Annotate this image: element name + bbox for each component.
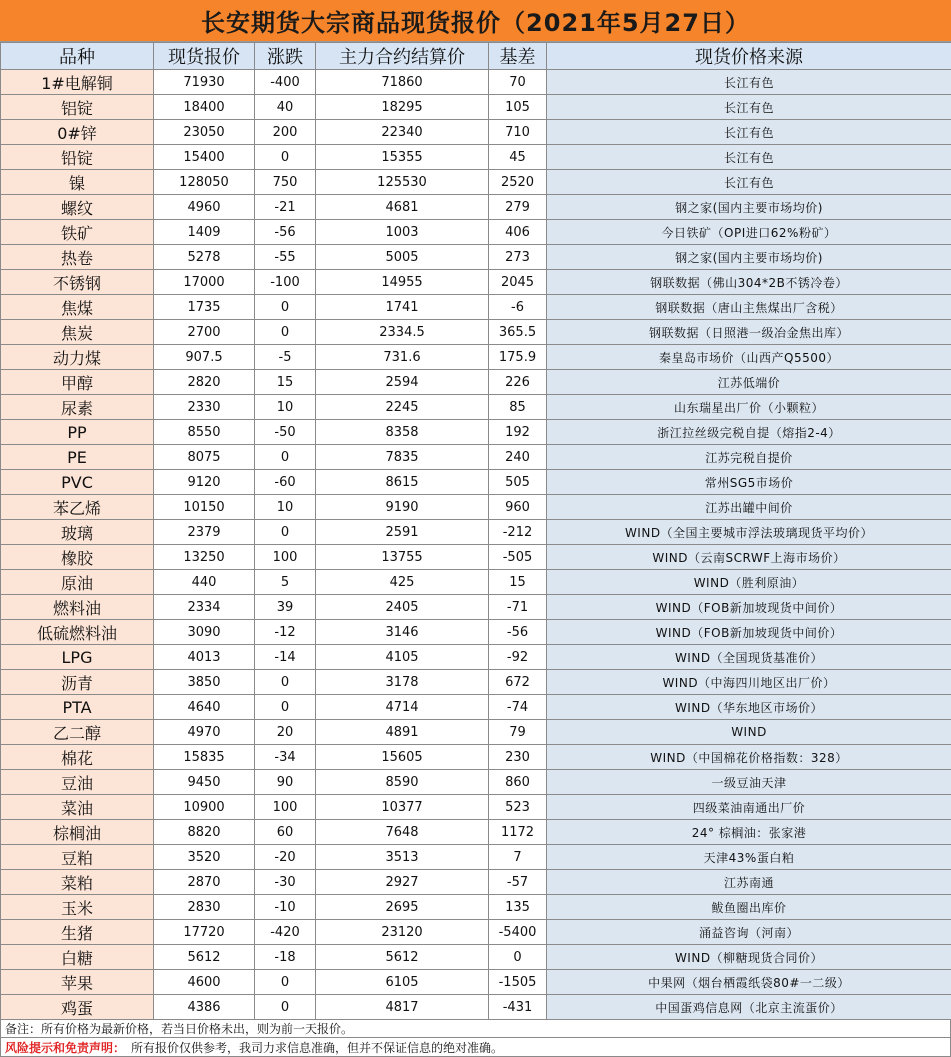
- cell-spot-price: 2820: [154, 370, 255, 395]
- cell-settle-price: 4681: [316, 195, 489, 220]
- footer-disclaimer: [0, 1038, 951, 1057]
- table-body: [1, 70, 951, 1020]
- cell-source: 浙江拉丝级完税自提（熔指2-4）: [547, 420, 951, 445]
- cell-spot-price: 2870: [154, 870, 255, 895]
- cell-change: 0: [255, 320, 316, 345]
- cell-basis: 7: [489, 845, 547, 870]
- table-row: [1, 970, 951, 995]
- cell-change: -18: [255, 945, 316, 970]
- cell-basis: 192: [489, 420, 547, 445]
- cell-spot-price: 8550: [154, 420, 255, 445]
- cell-basis: 860: [489, 770, 547, 795]
- cell-basis: -74: [489, 695, 547, 720]
- table-row: [1, 245, 951, 270]
- cell-spot-price: 9120: [154, 470, 255, 495]
- cell-settle-price: 13755: [316, 545, 489, 570]
- cell-change: -55: [255, 245, 316, 270]
- cell-spot-price: 440: [154, 570, 255, 595]
- cell-change: -50: [255, 420, 316, 445]
- cell-settle-price: 5005: [316, 245, 489, 270]
- table-row: [1, 720, 951, 745]
- cell-basis: -92: [489, 645, 547, 670]
- cell-source: 钢联数据（日照港一级冶金焦出库）: [547, 320, 951, 345]
- cell-source: 钢联数据（佛山304*2B不锈冷卷）: [547, 270, 951, 295]
- cell-change: -34: [255, 745, 316, 770]
- cell-source: WIND（华东地区市场价）: [547, 695, 951, 720]
- table-row: [1, 670, 951, 695]
- cell-variety: 动力煤: [1, 345, 154, 370]
- cell-source: 长江有色: [547, 120, 951, 145]
- cell-basis: 240: [489, 445, 547, 470]
- cell-variety: 1#电解铜: [1, 70, 154, 95]
- cell-spot-price: 5278: [154, 245, 255, 270]
- cell-spot-price: 9450: [154, 770, 255, 795]
- cell-settle-price: 18295: [316, 95, 489, 120]
- cell-source: 涌益咨询（河南）: [547, 920, 951, 945]
- cell-change: -30: [255, 870, 316, 895]
- cell-settle-price: 4817: [316, 995, 489, 1020]
- cell-change: 0: [255, 995, 316, 1020]
- cell-source: 钢联数据（唐山主焦煤出厂含税）: [547, 295, 951, 320]
- cell-change: 15: [255, 370, 316, 395]
- cell-source: 24° 棕榈油：张家港: [547, 820, 951, 845]
- cell-basis: -71: [489, 595, 547, 620]
- cell-basis: 279: [489, 195, 547, 220]
- cell-variety: PP: [1, 420, 154, 445]
- table-row: [1, 795, 951, 820]
- cell-settle-price: 5612: [316, 945, 489, 970]
- table-row: [1, 270, 951, 295]
- disclaimer-text: 所有报价仅供参考，我司力求信息准确，但并不保证信息的绝对准确。: [131, 1040, 504, 1055]
- table-row: [1, 920, 951, 945]
- cell-variety: 生猪: [1, 920, 154, 945]
- cell-variety: 燃料油: [1, 595, 154, 620]
- cell-source: WIND（云南SCRWF上海市场价）: [547, 545, 951, 570]
- cell-source: 今日铁矿（OPI进口62%粉矿）: [547, 220, 951, 245]
- cell-change: -60: [255, 470, 316, 495]
- cell-basis: 523: [489, 795, 547, 820]
- cell-settle-price: 23120: [316, 920, 489, 945]
- cell-settle-price: 7648: [316, 820, 489, 845]
- cell-basis: 710: [489, 120, 547, 145]
- cell-basis: 135: [489, 895, 547, 920]
- cell-settle-price: 2695: [316, 895, 489, 920]
- cell-basis: 2520: [489, 170, 547, 195]
- table-row: [1, 820, 951, 845]
- table-row: [1, 295, 951, 320]
- cell-basis: 273: [489, 245, 547, 270]
- cell-settle-price: 1003: [316, 220, 489, 245]
- cell-source: 鲅鱼圈出库价: [547, 895, 951, 920]
- table-row: [1, 345, 951, 370]
- cell-spot-price: 4970: [154, 720, 255, 745]
- cell-change: -12: [255, 620, 316, 645]
- table-row: [1, 845, 951, 870]
- cell-source: 一级豆油天津: [547, 770, 951, 795]
- table-row: [1, 120, 951, 145]
- cell-variety: 鸡蛋: [1, 995, 154, 1020]
- cell-variety: PTA: [1, 695, 154, 720]
- cell-settle-price: 9190: [316, 495, 489, 520]
- cell-change: -5: [255, 345, 316, 370]
- cell-source: 天津43%蛋白粕: [547, 845, 951, 870]
- table-row: [1, 470, 951, 495]
- cell-source: 长江有色: [547, 145, 951, 170]
- cell-variety: 铁矿: [1, 220, 154, 245]
- cell-settle-price: 3146: [316, 620, 489, 645]
- header-variety: 品种: [1, 43, 154, 70]
- cell-variety: 玻璃: [1, 520, 154, 545]
- cell-settle-price: 10377: [316, 795, 489, 820]
- cell-variety: 沥青: [1, 670, 154, 695]
- cell-change: -10: [255, 895, 316, 920]
- cell-change: -56: [255, 220, 316, 245]
- cell-spot-price: 3090: [154, 620, 255, 645]
- cell-change: 100: [255, 545, 316, 570]
- cell-basis: 0: [489, 945, 547, 970]
- header-basis: 基差: [489, 43, 547, 70]
- cell-settle-price: 8358: [316, 420, 489, 445]
- cell-variety: 苯乙烯: [1, 495, 154, 520]
- table-row: [1, 420, 951, 445]
- cell-source: 长江有色: [547, 95, 951, 120]
- cell-basis: 45: [489, 145, 547, 170]
- cell-settle-price: 2927: [316, 870, 489, 895]
- cell-settle-price: 2591: [316, 520, 489, 545]
- cell-settle-price: 4105: [316, 645, 489, 670]
- cell-source: WIND（中国棉花价格指数：328）: [547, 745, 951, 770]
- cell-source: WIND: [547, 720, 951, 745]
- cell-settle-price: 2405: [316, 595, 489, 620]
- cell-change: -20: [255, 845, 316, 870]
- cell-change: 750: [255, 170, 316, 195]
- cell-basis: -57: [489, 870, 547, 895]
- table-row: [1, 445, 951, 470]
- cell-basis: -6: [489, 295, 547, 320]
- cell-variety: 菜油: [1, 795, 154, 820]
- cell-basis: 85: [489, 395, 547, 420]
- cell-variety: 低硫燃料油: [1, 620, 154, 645]
- table-row: [1, 645, 951, 670]
- cell-settle-price: 4714: [316, 695, 489, 720]
- cell-settle-price: 3513: [316, 845, 489, 870]
- cell-spot-price: 1735: [154, 295, 255, 320]
- cell-basis: 105: [489, 95, 547, 120]
- table-row: [1, 520, 951, 545]
- cell-change: 200: [255, 120, 316, 145]
- cell-source: WIND（FOB新加坡现货中间价）: [547, 620, 951, 645]
- cell-change: 0: [255, 695, 316, 720]
- cell-spot-price: 4960: [154, 195, 255, 220]
- cell-settle-price: 2334.5: [316, 320, 489, 345]
- cell-basis: 79: [489, 720, 547, 745]
- cell-spot-price: 1409: [154, 220, 255, 245]
- cell-settle-price: 4891: [316, 720, 489, 745]
- cell-source: 常州SG5市场价: [547, 470, 951, 495]
- cell-change: 0: [255, 670, 316, 695]
- table-row: [1, 745, 951, 770]
- disclaimer-label: 风险提示和免责声明：: [5, 1040, 126, 1055]
- cell-spot-price: 3520: [154, 845, 255, 870]
- cell-variety: 豆粕: [1, 845, 154, 870]
- cell-source: WIND（FOB新加坡现货中间价）: [547, 595, 951, 620]
- table-row: [1, 170, 951, 195]
- cell-spot-price: 71930: [154, 70, 255, 95]
- cell-variety: 橡胶: [1, 545, 154, 570]
- cell-basis: -431: [489, 995, 547, 1020]
- cell-settle-price: 71860: [316, 70, 489, 95]
- table-row: [1, 595, 951, 620]
- cell-basis: 672: [489, 670, 547, 695]
- cell-basis: 230: [489, 745, 547, 770]
- header-change: 涨跌: [255, 43, 316, 70]
- cell-settle-price: 22340: [316, 120, 489, 145]
- cell-change: 100: [255, 795, 316, 820]
- table-row: [1, 870, 951, 895]
- cell-settle-price: 8615: [316, 470, 489, 495]
- cell-spot-price: 4600: [154, 970, 255, 995]
- cell-spot-price: 23050: [154, 120, 255, 145]
- cell-source: WIND（全国主要城市浮法玻璃现货平均价）: [547, 520, 951, 545]
- cell-source: WIND（胜利原油）: [547, 570, 951, 595]
- cell-source: 江苏出罐中间价: [547, 495, 951, 520]
- cell-settle-price: 1741: [316, 295, 489, 320]
- table-header-row: [1, 43, 951, 70]
- cell-change: -21: [255, 195, 316, 220]
- cell-change: 20: [255, 720, 316, 745]
- cell-basis: 1172: [489, 820, 547, 845]
- cell-basis: 15: [489, 570, 547, 595]
- cell-variety: LPG: [1, 645, 154, 670]
- cell-source: WIND（中海四川地区出厂价）: [547, 670, 951, 695]
- cell-spot-price: 3850: [154, 670, 255, 695]
- cell-source: WIND（全国现货基准价）: [547, 645, 951, 670]
- table-row: [1, 995, 951, 1020]
- cell-source: 长江有色: [547, 170, 951, 195]
- cell-source: 四级菜油南通出厂价: [547, 795, 951, 820]
- cell-settle-price: 15605: [316, 745, 489, 770]
- cell-variety: 原油: [1, 570, 154, 595]
- cell-spot-price: 18400: [154, 95, 255, 120]
- cell-source: 钢之家(国内主要市场均价): [547, 195, 951, 220]
- cell-change: 0: [255, 445, 316, 470]
- table-row: [1, 695, 951, 720]
- cell-basis: 2045: [489, 270, 547, 295]
- cell-basis: 406: [489, 220, 547, 245]
- cell-spot-price: 4013: [154, 645, 255, 670]
- cell-variety: 菜粕: [1, 870, 154, 895]
- cell-change: -14: [255, 645, 316, 670]
- cell-variety: 焦炭: [1, 320, 154, 345]
- cell-spot-price: 5612: [154, 945, 255, 970]
- cell-settle-price: 15355: [316, 145, 489, 170]
- cell-basis: 365.5: [489, 320, 547, 345]
- cell-spot-price: 128050: [154, 170, 255, 195]
- cell-source: 江苏低端价: [547, 370, 951, 395]
- cell-source: 江苏南通: [547, 870, 951, 895]
- cell-settle-price: 14955: [316, 270, 489, 295]
- price-table: [0, 42, 951, 1020]
- table-row: [1, 545, 951, 570]
- cell-source: 秦皇岛市场价（山西产Q5500）: [547, 345, 951, 370]
- cell-basis: -1505: [489, 970, 547, 995]
- cell-spot-price: 15835: [154, 745, 255, 770]
- header-spot-price: 现货报价: [154, 43, 255, 70]
- cell-basis: 505: [489, 470, 547, 495]
- cell-change: -420: [255, 920, 316, 945]
- cell-source: 江苏完税自提价: [547, 445, 951, 470]
- table-row: [1, 945, 951, 970]
- cell-source: 长江有色: [547, 70, 951, 95]
- table-row: [1, 95, 951, 120]
- cell-spot-price: 2830: [154, 895, 255, 920]
- footer-note: 备注：所有价格为最新价格，若当日价格未出，则为前一天报价。: [0, 1019, 951, 1038]
- cell-variety: PVC: [1, 470, 154, 495]
- table-row: [1, 895, 951, 920]
- cell-variety: 豆油: [1, 770, 154, 795]
- cell-source: 中果网（烟台栖霞纸袋80#一二级）: [547, 970, 951, 995]
- table-row: [1, 70, 951, 95]
- cell-spot-price: 10150: [154, 495, 255, 520]
- cell-spot-price: 15400: [154, 145, 255, 170]
- cell-change: 60: [255, 820, 316, 845]
- table-row: [1, 145, 951, 170]
- cell-change: -400: [255, 70, 316, 95]
- cell-variety: 螺纹: [1, 195, 154, 220]
- table-row: [1, 195, 951, 220]
- cell-spot-price: 4386: [154, 995, 255, 1020]
- table-row: [1, 620, 951, 645]
- cell-basis: -5400: [489, 920, 547, 945]
- cell-variety: 苹果: [1, 970, 154, 995]
- cell-variety: 镍: [1, 170, 154, 195]
- cell-variety: 甲醇: [1, 370, 154, 395]
- cell-settle-price: 2594: [316, 370, 489, 395]
- cell-change: 0: [255, 295, 316, 320]
- cell-basis: -212: [489, 520, 547, 545]
- cell-basis: -505: [489, 545, 547, 570]
- cell-variety: 0#锌: [1, 120, 154, 145]
- cell-change: 40: [255, 95, 316, 120]
- cell-change: 0: [255, 970, 316, 995]
- cell-variety: 尿素: [1, 395, 154, 420]
- cell-variety: 热卷: [1, 245, 154, 270]
- cell-source: WIND（柳糖现货合同价）: [547, 945, 951, 970]
- cell-spot-price: 13250: [154, 545, 255, 570]
- cell-source: 山东瑞星出厂价（小颗粒）: [547, 395, 951, 420]
- cell-settle-price: 731.6: [316, 345, 489, 370]
- cell-change: 0: [255, 520, 316, 545]
- page-title: 长安期货大宗商品现货报价（2021年5月27日）: [0, 0, 951, 42]
- cell-spot-price: 17000: [154, 270, 255, 295]
- cell-variety: 棕榈油: [1, 820, 154, 845]
- table-row: [1, 220, 951, 245]
- cell-variety: 不锈钢: [1, 270, 154, 295]
- cell-spot-price: 907.5: [154, 345, 255, 370]
- cell-variety: 铅锭: [1, 145, 154, 170]
- cell-settle-price: 125530: [316, 170, 489, 195]
- cell-spot-price: 8820: [154, 820, 255, 845]
- cell-change: 90: [255, 770, 316, 795]
- table-row: [1, 570, 951, 595]
- cell-spot-price: 8075: [154, 445, 255, 470]
- table-row: [1, 370, 951, 395]
- cell-change: 0: [255, 145, 316, 170]
- cell-spot-price: 2700: [154, 320, 255, 345]
- table-row: [1, 320, 951, 345]
- cell-spot-price: 4640: [154, 695, 255, 720]
- cell-basis: 70: [489, 70, 547, 95]
- cell-change: 10: [255, 495, 316, 520]
- cell-spot-price: 2330: [154, 395, 255, 420]
- cell-settle-price: 7835: [316, 445, 489, 470]
- cell-variety: 铝锭: [1, 95, 154, 120]
- table-row: [1, 495, 951, 520]
- header-source: 现货价格来源: [547, 43, 951, 70]
- cell-spot-price: 2334: [154, 595, 255, 620]
- cell-variety: 白糖: [1, 945, 154, 970]
- cell-change: 39: [255, 595, 316, 620]
- header-settle-price: 主力合约结算价: [316, 43, 489, 70]
- cell-spot-price: 2379: [154, 520, 255, 545]
- cell-source: 中国蛋鸡信息网（北京主流蛋价）: [547, 995, 951, 1020]
- cell-change: -100: [255, 270, 316, 295]
- cell-settle-price: 8590: [316, 770, 489, 795]
- cell-basis: 175.9: [489, 345, 547, 370]
- cell-source: 钢之家(国内主要市场均价): [547, 245, 951, 270]
- cell-variety: 焦煤: [1, 295, 154, 320]
- cell-change: 5: [255, 570, 316, 595]
- cell-basis: 960: [489, 495, 547, 520]
- cell-settle-price: 2245: [316, 395, 489, 420]
- table-row: [1, 395, 951, 420]
- cell-basis: -56: [489, 620, 547, 645]
- table-row: [1, 770, 951, 795]
- cell-spot-price: 10900: [154, 795, 255, 820]
- cell-variety: 玉米: [1, 895, 154, 920]
- cell-basis: 226: [489, 370, 547, 395]
- cell-variety: PE: [1, 445, 154, 470]
- cell-settle-price: 6105: [316, 970, 489, 995]
- cell-settle-price: 3178: [316, 670, 489, 695]
- cell-settle-price: 425: [316, 570, 489, 595]
- cell-variety: 乙二醇: [1, 720, 154, 745]
- cell-variety: 棉花: [1, 745, 154, 770]
- cell-change: 10: [255, 395, 316, 420]
- cell-spot-price: 17720: [154, 920, 255, 945]
